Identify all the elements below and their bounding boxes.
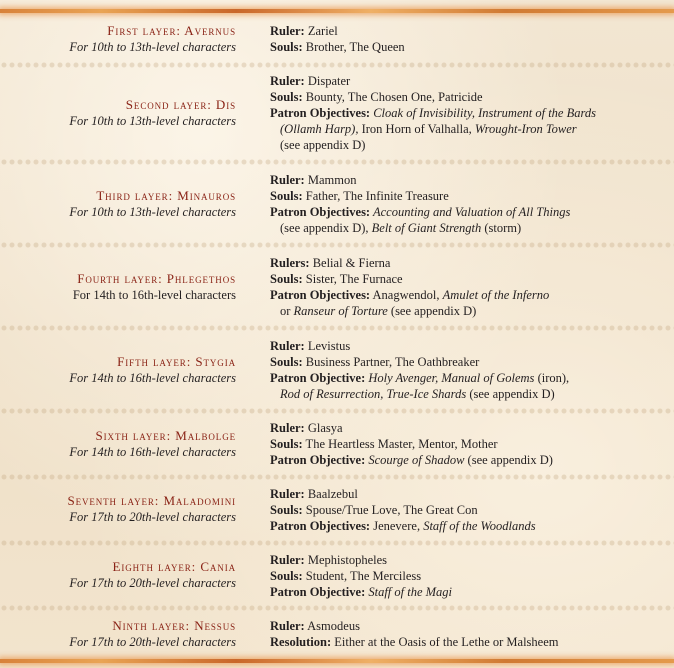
- detail-line: [270, 105, 670, 121]
- detail-value: (see appendix D): [387, 304, 477, 318]
- detail-line: [270, 303, 670, 319]
- detail-value: Mammon: [304, 173, 357, 187]
- detail-label: Patron Objectives:: [270, 288, 371, 302]
- detail-line: [270, 436, 670, 452]
- detail-line: [270, 386, 670, 402]
- layer-level-range: For 17th to 20th-level characters: [69, 510, 236, 524]
- layer-details: [270, 618, 670, 650]
- layer-title: Ninth layer: Nessus: [112, 618, 236, 633]
- detail-label: Patron Objective:: [270, 585, 366, 599]
- detail-line: [270, 271, 670, 287]
- detail-value: (see appendix D),: [280, 221, 372, 235]
- detail-value: Mephistopheles: [304, 553, 388, 567]
- detail-line: [270, 204, 670, 220]
- layer-title: Third layer: Minauros: [96, 188, 236, 203]
- layer-level-range: For 14th to 16th-level characters: [69, 445, 236, 459]
- detail-value: Iron Horn of Valhalla,: [358, 122, 475, 136]
- row-divider: [0, 538, 674, 548]
- detail-line: [270, 354, 670, 370]
- layer-details: [270, 23, 670, 55]
- layer-details: [270, 73, 670, 153]
- detail-value: Glasya: [304, 421, 343, 435]
- detail-label: Resolution:: [270, 635, 332, 649]
- detail-line: [270, 370, 670, 386]
- detail-label: Souls:: [270, 503, 303, 517]
- detail-value: Staff of the Magi: [365, 585, 453, 599]
- detail-value: Sister, The Furnace: [302, 272, 403, 286]
- detail-value: Zariel: [304, 24, 338, 38]
- layer-heading: [0, 493, 236, 525]
- detail-value: or: [280, 304, 294, 318]
- detail-value: (see appendix D): [464, 453, 553, 467]
- detail-value: Business Partner, The Oathbreaker: [302, 355, 480, 369]
- detail-value: Wrought-Iron Tower: [474, 122, 577, 136]
- detail-line: [270, 452, 670, 468]
- detail-line: [270, 338, 670, 354]
- detail-value: Bounty, The Chosen One, Patricide: [302, 90, 483, 104]
- detail-value: (Ollamh Harp),: [280, 122, 359, 136]
- row-divider: [0, 240, 674, 250]
- detail-value: Amulet of the Inferno: [442, 288, 550, 302]
- row-divider: [0, 472, 674, 482]
- layer-heading: [0, 559, 236, 591]
- layer-details: [270, 172, 670, 236]
- detail-value: Jenevere,: [370, 519, 424, 533]
- detail-line: [270, 618, 670, 634]
- detail-label: Patron Objectives:: [270, 205, 371, 219]
- layer-title: Fourth layer: Phlegethos: [77, 271, 236, 286]
- detail-label: Ruler:: [270, 24, 305, 38]
- detail-line: [270, 188, 670, 204]
- detail-value: Dispater: [304, 74, 351, 88]
- layer-details: [270, 420, 670, 468]
- top-border: [0, 9, 674, 13]
- layer-title: Seventh layer: Maladomini: [67, 493, 236, 508]
- layer-heading: [0, 271, 236, 303]
- detail-label: Souls:: [270, 189, 303, 203]
- detail-label: Souls:: [270, 272, 303, 286]
- detail-value: Accounting and Valuation of All Things: [370, 205, 571, 219]
- detail-line: [270, 568, 670, 584]
- detail-line: [270, 518, 670, 534]
- layer-level-range: For 17th to 20th-level characters: [69, 635, 236, 649]
- layer-level-range: For 10th to 13th-level characters: [69, 205, 236, 219]
- layer-details: [270, 552, 670, 600]
- detail-value: Rod of Resurrection, True-Ice Shards: [280, 387, 467, 401]
- detail-line: [270, 287, 670, 303]
- detail-line: [270, 220, 670, 236]
- layer-level-range: For 14th to 16th-level characters: [72, 288, 236, 302]
- detail-label: Ruler:: [270, 339, 305, 353]
- detail-line: [270, 502, 670, 518]
- detail-label: Ruler:: [270, 487, 305, 501]
- detail-value: Ranseur of Torture: [293, 304, 388, 318]
- layer-level-range: For 10th to 13th-level characters: [69, 40, 236, 54]
- detail-label: Patron Objectives:: [270, 519, 371, 533]
- layer-details: [270, 486, 670, 534]
- layer-title: First layer: Avernus: [107, 23, 236, 38]
- row-divider: [0, 60, 674, 70]
- detail-line: [270, 39, 670, 55]
- row-divider: [0, 603, 674, 613]
- detail-value: Levistus: [304, 339, 351, 353]
- detail-value: (storm): [481, 221, 522, 235]
- detail-value: (see appendix D): [280, 138, 366, 152]
- layer-details: [270, 338, 670, 402]
- layer-title: Second layer: Dis: [125, 97, 236, 112]
- detail-line: [270, 89, 670, 105]
- detail-label: Ruler:: [270, 553, 305, 567]
- detail-value: Asmodeus: [304, 619, 360, 633]
- detail-value: Cloak of Invisibility, Instrument of the Bards: [370, 106, 597, 120]
- detail-line: [270, 584, 670, 600]
- detail-label: Patron Objective:: [270, 453, 366, 467]
- detail-label: Ruler:: [270, 74, 305, 88]
- layer-level-range: For 10th to 13th-level characters: [69, 114, 236, 128]
- detail-label: Ruler:: [270, 619, 305, 633]
- row-divider: [0, 323, 674, 333]
- row-divider: [0, 157, 674, 167]
- detail-label: Ruler:: [270, 421, 305, 435]
- layer-heading: [0, 97, 236, 129]
- detail-value: Staff of the Woodlands: [423, 519, 536, 533]
- detail-value: Belt of Giant Strength: [371, 221, 482, 235]
- layer-heading: [0, 354, 236, 386]
- detail-line: [270, 552, 670, 568]
- detail-value: Baalzebul: [304, 487, 358, 501]
- detail-label: Souls:: [270, 40, 303, 54]
- detail-value: Spouse/True Love, The Great Con: [302, 503, 478, 517]
- detail-label: Rulers:: [270, 256, 310, 270]
- detail-line: [270, 420, 670, 436]
- detail-line: [270, 137, 670, 153]
- detail-label: Patron Objectives:: [270, 106, 371, 120]
- row-divider: [0, 406, 674, 416]
- detail-value: Anagwendol,: [370, 288, 443, 302]
- layer-level-range: For 14th to 16th-level characters: [69, 371, 236, 385]
- layer-heading: [0, 23, 236, 55]
- detail-label: Souls:: [270, 569, 303, 583]
- bottom-border: [0, 659, 674, 663]
- detail-line: [270, 255, 670, 271]
- detail-value: (iron),: [534, 371, 570, 385]
- detail-line: [270, 23, 670, 39]
- detail-line: [270, 486, 670, 502]
- detail-value: Scourge of Shadow: [365, 453, 465, 467]
- detail-value: Father, The Infinite Treasure: [302, 189, 449, 203]
- detail-line: [270, 172, 670, 188]
- detail-value: Holy Avenger, Manual of Golems: [365, 371, 535, 385]
- layer-title: Sixth layer: Malbolge: [95, 428, 236, 443]
- detail-label: Souls:: [270, 90, 303, 104]
- layer-title: Fifth layer: Stygia: [117, 354, 236, 369]
- layer-heading: [0, 188, 236, 220]
- detail-line: [270, 73, 670, 89]
- layer-details: [270, 255, 670, 319]
- detail-value: Brother, The Queen: [302, 40, 405, 54]
- detail-label: Souls:: [270, 355, 303, 369]
- detail-label: Patron Objective:: [270, 371, 366, 385]
- detail-value: Belial & Fierna: [309, 256, 391, 270]
- layer-title: Eighth layer: Cania: [112, 559, 236, 574]
- detail-value: The Heartless Master, Mentor, Mother: [302, 437, 498, 451]
- detail-value: Either at the Oasis of the Lethe or Malsheem: [331, 635, 559, 649]
- detail-value: (see appendix D): [466, 387, 555, 401]
- layer-heading: [0, 428, 236, 460]
- layer-level-range: For 17th to 20th-level characters: [69, 576, 236, 590]
- detail-line: [270, 121, 670, 137]
- detail-line: [270, 634, 670, 650]
- detail-label: Ruler:: [270, 173, 305, 187]
- layer-heading: [0, 618, 236, 650]
- detail-label: Souls:: [270, 437, 303, 451]
- detail-value: Student, The Merciless: [302, 569, 422, 583]
